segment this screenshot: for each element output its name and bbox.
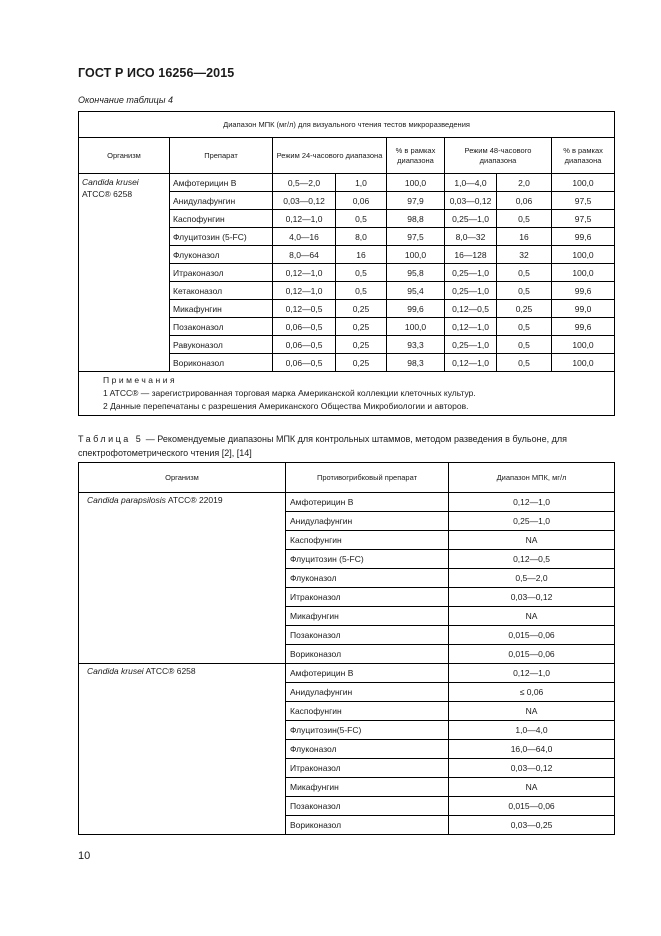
mic-range-cell: 1,0—4,0 <box>449 721 615 740</box>
organism-strain: ATCC® 22019 <box>165 495 223 505</box>
mode-24h-cell: 0,5 <box>336 282 387 300</box>
table-row <box>79 174 615 192</box>
table5-col-drug: Противогрибковый препарат <box>286 463 449 493</box>
drug-cell: Анидулафунгин <box>286 683 449 702</box>
mode-48h-cell: 0,5 <box>497 282 552 300</box>
page-number: 10 <box>78 850 91 862</box>
drug-cell: Итраконазол <box>286 759 449 778</box>
mic-range-cell: NA <box>449 607 615 626</box>
drug-cell: Позаконазол <box>286 797 449 816</box>
pct-48h-cell: 99,6 <box>552 318 615 336</box>
drug-cell: Амфотерицин В <box>286 664 449 683</box>
mode-24h-cell: 0,5 <box>336 210 387 228</box>
pct-48h-cell: 97,5 <box>552 210 615 228</box>
mic-range-cell: NA <box>449 531 615 550</box>
drug-cell: Микафунгин <box>170 300 273 318</box>
table4-col-organism: Организм <box>79 138 170 174</box>
table-5 <box>78 462 615 835</box>
table4-col-48h: Режим 48-часового диапазона <box>445 138 552 174</box>
mode-48h-cell: 0,25 <box>497 300 552 318</box>
table-4 <box>78 111 615 416</box>
organism-strain: ATCC® 6258 <box>143 666 196 676</box>
mode-24h-cell: 16 <box>336 246 387 264</box>
mic-range-cell: 0,015—0,06 <box>449 626 615 645</box>
pct-24h-cell: 95,4 <box>387 282 445 300</box>
table5-caption <box>78 432 618 460</box>
range-48h-cell: 8,0—32 <box>445 228 497 246</box>
mode-48h-cell: 0,5 <box>497 318 552 336</box>
range-24h-cell: 0,12—1,0 <box>273 264 336 282</box>
range-24h-cell: 0,06—0,5 <box>273 336 336 354</box>
pct-48h-cell: 100,0 <box>552 246 615 264</box>
range-24h-cell: 0,06—0,5 <box>273 354 336 372</box>
organism-name: Candida krusei <box>82 177 139 187</box>
pct-48h-cell: 100,0 <box>552 336 615 354</box>
mode-24h-cell: 8,0 <box>336 228 387 246</box>
mic-range-cell: ≤ 0,06 <box>449 683 615 702</box>
table4-organism-cell <box>79 174 170 372</box>
range-24h-cell: 0,5—2,0 <box>273 174 336 192</box>
range-48h-cell: 0,12—0,5 <box>445 300 497 318</box>
mode-48h-cell: 0,5 <box>497 336 552 354</box>
table4-notes <box>79 372 615 416</box>
mode-24h-cell: 0,5 <box>336 264 387 282</box>
drug-cell: Флуцитозин (5-FC) <box>286 550 449 569</box>
table5-col-range: Диапазон МПК, мг/л <box>449 463 615 493</box>
pct-48h-cell: 100,0 <box>552 354 615 372</box>
mic-range-cell: 0,03—0,25 <box>449 816 615 835</box>
table4-col-pct-24h: % в рамках диапазона <box>387 138 445 174</box>
range-24h-cell: 0,12—1,0 <box>273 282 336 300</box>
pct-24h-cell: 100,0 <box>387 246 445 264</box>
drug-cell: Кетаконазол <box>170 282 273 300</box>
range-48h-cell: 0,25—1,0 <box>445 210 497 228</box>
drug-cell: Каспофунгин <box>170 210 273 228</box>
table4-col-24h: Режим 24-часового диапазона <box>273 138 387 174</box>
drug-cell: Равуконазол <box>170 336 273 354</box>
table-row <box>79 493 615 512</box>
note-2: 2 Данные перепечатаны с разрешения Американского Общества Микробиологии и авторов. <box>103 401 469 411</box>
drug-cell: Амфотерицин В <box>286 493 449 512</box>
pct-48h-cell: 100,0 <box>552 174 615 192</box>
drug-cell: Вориконазол <box>286 816 449 835</box>
mic-range-cell: 16,0—64,0 <box>449 740 615 759</box>
drug-cell: Анидулафунгин <box>286 512 449 531</box>
pct-48h-cell: 100,0 <box>552 264 615 282</box>
range-24h-cell: 8,0—64 <box>273 246 336 264</box>
drug-cell: Позаконазол <box>170 318 273 336</box>
mode-24h-cell: 1,0 <box>336 174 387 192</box>
mic-range-cell: 0,015—0,06 <box>449 645 615 664</box>
mode-48h-cell: 32 <box>497 246 552 264</box>
range-48h-cell: 0,25—1,0 <box>445 336 497 354</box>
pct-24h-cell: 93,3 <box>387 336 445 354</box>
table4-notes-row <box>79 372 615 416</box>
table5-organism-cell <box>79 664 286 835</box>
drug-cell: Позаконазол <box>286 626 449 645</box>
document-title: ГОСТ Р ИСО 16256—2015 <box>78 66 235 80</box>
drug-cell: Анидулафунгин <box>170 192 273 210</box>
mic-range-cell: NA <box>449 778 615 797</box>
table5-organism-cell <box>79 493 286 664</box>
range-48h-cell: 16—128 <box>445 246 497 264</box>
mode-24h-cell: 0,25 <box>336 336 387 354</box>
drug-cell: Итраконазол <box>170 264 273 282</box>
table4-top-header: Диапазон МПК (мг/л) для визуального чтения тестов микроразведения <box>79 112 615 138</box>
mode-24h-cell: 0,25 <box>336 300 387 318</box>
drug-cell: Флуцитозин(5-FC) <box>286 721 449 740</box>
pct-48h-cell: 99,6 <box>552 228 615 246</box>
table-row <box>79 664 615 683</box>
pct-48h-cell: 99,0 <box>552 300 615 318</box>
pct-24h-cell: 95,8 <box>387 264 445 282</box>
drug-cell: Флуконазол <box>286 569 449 588</box>
range-48h-cell: 0,03—0,12 <box>445 192 497 210</box>
drug-cell: Флуцитозин (5-FC) <box>170 228 273 246</box>
drug-cell: Амфотерицин В <box>170 174 273 192</box>
mode-48h-cell: 0,06 <box>497 192 552 210</box>
drug-cell: Каспофунгин <box>286 531 449 550</box>
drug-cell: Вориконазол <box>286 645 449 664</box>
range-24h-cell: 4,0—16 <box>273 228 336 246</box>
mode-48h-cell: 0,5 <box>497 354 552 372</box>
mode-24h-cell: 0,25 <box>336 354 387 372</box>
mic-range-cell: 0,03—0,12 <box>449 588 615 607</box>
range-24h-cell: 0,12—1,0 <box>273 210 336 228</box>
table5-col-organism: Организм <box>79 463 286 493</box>
mic-range-cell: 0,03—0,12 <box>449 759 615 778</box>
pct-48h-cell: 97,5 <box>552 192 615 210</box>
mode-48h-cell: 0,5 <box>497 210 552 228</box>
mic-range-cell: 0,12—0,5 <box>449 550 615 569</box>
range-24h-cell: 0,12—0,5 <box>273 300 336 318</box>
range-24h-cell: 0,06—0,5 <box>273 318 336 336</box>
drug-cell: Флуконазол <box>286 740 449 759</box>
range-48h-cell: 0,25—1,0 <box>445 282 497 300</box>
drug-cell: Микафунгин <box>286 778 449 797</box>
organism-name: Candida parapsilosis <box>87 495 166 505</box>
range-48h-cell: 0,12—1,0 <box>445 318 497 336</box>
table5-caption-text: — Рекомендуемые диапазоны МПК для контрольных штаммов, методом разведения в бульоне, для спектрофотометрического чтения [2], [14] <box>78 434 567 458</box>
pct-24h-cell: 97,9 <box>387 192 445 210</box>
mic-range-cell: 0,015—0,06 <box>449 797 615 816</box>
pct-24h-cell: 100,0 <box>387 318 445 336</box>
organism-strain: ATCC® 6258 <box>82 189 133 199</box>
mode-24h-cell: 0,25 <box>336 318 387 336</box>
range-24h-cell: 0,03—0,12 <box>273 192 336 210</box>
mic-range-cell: 0,12—1,0 <box>449 493 615 512</box>
range-48h-cell: 1,0—4,0 <box>445 174 497 192</box>
pct-24h-cell: 98,3 <box>387 354 445 372</box>
drug-cell: Вориконазол <box>170 354 273 372</box>
mic-range-cell: NA <box>449 702 615 721</box>
pct-24h-cell: 100,0 <box>387 174 445 192</box>
drug-cell: Каспофунгин <box>286 702 449 721</box>
pct-24h-cell: 99,6 <box>387 300 445 318</box>
pct-48h-cell: 99,6 <box>552 282 615 300</box>
pct-24h-cell: 97,5 <box>387 228 445 246</box>
notes-title: Примечания <box>103 375 178 385</box>
table5-caption-label: Таблица 5 <box>78 434 144 444</box>
table4-caption: Окончание таблицы 4 <box>78 95 173 105</box>
drug-cell: Микафунгин <box>286 607 449 626</box>
mode-48h-cell: 0,5 <box>497 264 552 282</box>
mode-24h-cell: 0,06 <box>336 192 387 210</box>
mic-range-cell: 0,5—2,0 <box>449 569 615 588</box>
drug-cell: Флуконазол <box>170 246 273 264</box>
mode-48h-cell: 2,0 <box>497 174 552 192</box>
mode-48h-cell: 16 <box>497 228 552 246</box>
pct-24h-cell: 98,8 <box>387 210 445 228</box>
table4-col-drug: Препарат <box>170 138 273 174</box>
mic-range-cell: 0,25—1,0 <box>449 512 615 531</box>
table4-col-pct-48h: % в рамках диапазона <box>552 138 615 174</box>
note-1: 1 ATCC® — зарегистрированная торговая марка Американской коллекции клеточных культур. <box>103 388 476 398</box>
drug-cell: Итраконазол <box>286 588 449 607</box>
range-48h-cell: 0,12—1,0 <box>445 354 497 372</box>
organism-name: Candida krusei <box>87 666 144 676</box>
range-48h-cell: 0,25—1,0 <box>445 264 497 282</box>
mic-range-cell: 0,12—1,0 <box>449 664 615 683</box>
